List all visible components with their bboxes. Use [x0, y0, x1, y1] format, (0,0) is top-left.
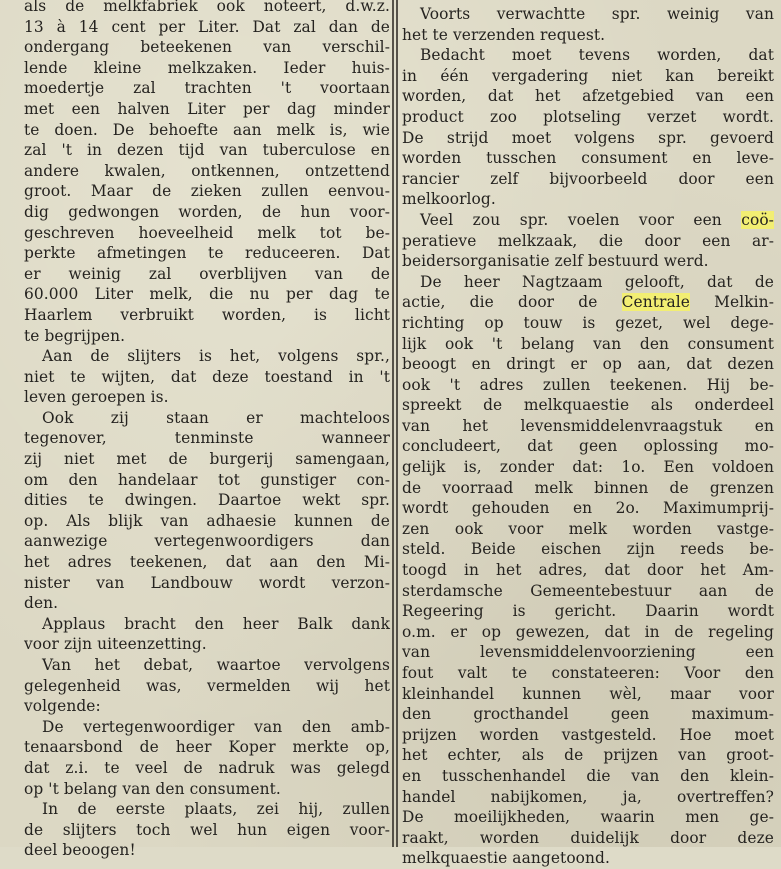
text-line: peratieve melkzaak, die door een ar- [402, 231, 774, 250]
text-line: tegenover, tenminste wanneer [24, 429, 390, 448]
text-line: sterdamsche Gemeentebestuur aan de [402, 581, 774, 600]
text-line: het echter, als de prijzen van groot- [402, 746, 774, 765]
text-line: beoogt en dringt er op aan, dat dezen [402, 355, 774, 374]
text-line: prijzen worden vastgesteld. Hoe moet [402, 725, 774, 744]
text-line: volgende: [24, 697, 101, 716]
text-line: ondergang beteekenen van verschil- [24, 38, 390, 57]
text-line: zij niet met de burgerij samengaan, [24, 450, 390, 469]
text-line: het adres teekenen, dat aan den Mi- [24, 553, 390, 572]
text-line: geschreven hoeveelheid melk tot be- [24, 223, 390, 242]
right-column [402, 0, 774, 869]
text-line: actie, die door de Centrale Melkin- [402, 293, 774, 312]
text-line: niet te wijten, dat deze toestand in 't [24, 367, 390, 386]
text-line: Veel zou spr. voelen voor een coö- [420, 210, 774, 229]
text-line: concludeert, dat geen oplossing mo- [402, 437, 774, 456]
text-line: kleinhandel kunnen wèl, maar voor [402, 684, 774, 703]
text-line: gelegenheid was, vermelden wij het [24, 676, 390, 695]
text-line: De vertegenwoordiger van den amb- [42, 717, 390, 736]
text-line: 60.000 Liter melk, die nu per dag te [24, 285, 390, 304]
text-line: product zoo plotseling verzet wordt. [402, 107, 774, 126]
text-line: te doen. De behoefte aan melk is, wie [24, 120, 390, 139]
text-line: melkquaestie aangetoond. [402, 849, 611, 868]
text-line: ook 't adres zullen teekenen. Hij be- [402, 375, 774, 394]
text-line: andere kwalen, ontkennen, ontzettend [24, 161, 390, 180]
text-line: voor zijn uiteenzetting. [24, 635, 207, 654]
text-line: wordt gehouden en 2o. Maximumprij- [402, 499, 774, 518]
text-line: melkoorlog. [402, 190, 496, 209]
text-line: Ook zij staan er machteloos [42, 408, 390, 427]
text-line: de voorraad melk binnen de grenzen [402, 478, 774, 497]
text-line: nister van Landbouw wordt verzon- [24, 573, 390, 592]
text-line: Applaus bracht den heer Balk dank [42, 614, 390, 633]
text-line: dat z.i. te veel de nadruk was gelegd [24, 758, 390, 777]
text-line: groot. Maar de zieken zullen eenvou- [24, 182, 390, 201]
text-line: Haarlem verbruikt worden, is licht [24, 305, 390, 324]
text-line: richting op touw is gezet, wel dege- [402, 313, 774, 332]
text-line: van het levensmiddelenvraagstuk en [402, 416, 774, 435]
text-line: steld. Beide eischen zijn reeds be- [402, 540, 774, 559]
text-line: worden tusschen consument en leve- [402, 149, 774, 168]
column-rule [392, 0, 394, 847]
text-line: perkte afmetingen te reduceeren. Dat [24, 244, 390, 263]
text-line: fout valt te constateeren: Voor den [402, 664, 774, 682]
text-line: Bedacht moet tevens worden, dat [420, 46, 774, 65]
text-line: aanwezige vertegenwoordigers dan [24, 532, 390, 551]
text-line: op 't belang van den consument. [24, 779, 281, 798]
text-line: worden, dat het afzetgebied van een [402, 87, 774, 106]
text-line: o.m. er op gewezen, dat in de regeling [402, 622, 774, 641]
text-line: toogd in het adres, dat door het Am- [402, 561, 774, 580]
highlighted-word: coö- [741, 210, 774, 229]
text-line: in één vergadering niet kan bereikt [402, 66, 774, 85]
text-line: er weinig zal overblijven van de [24, 264, 390, 283]
text-line: lende kleine melkzaken. Ieder huis- [24, 58, 390, 77]
text-line: Regeering is gericht. Daarin wordt [402, 602, 774, 621]
text-line: dig gedwongen worden, de hun voor- [24, 202, 390, 221]
text-line: deel beoogen! [24, 841, 136, 860]
text-line: het te verzenden request. [402, 25, 606, 44]
text-line: dities te dwingen. Daartoe wekt spr. [24, 491, 390, 510]
text-line: leven geroepen is. [24, 388, 169, 407]
text-line: spreekt de melkquaestie als onderdeel [402, 396, 774, 415]
text-line: De moeilijkheden, waarin men ge- [402, 808, 774, 827]
text-line: gelijk is, zonder dat: 1o. Een voldoen [402, 458, 774, 477]
text-line: handel nabijkomen, ja, overtreffen? [402, 787, 774, 806]
text-line: Voorts verwachtte spr. weinig van [420, 5, 774, 23]
text-line: op. Als blijk van adhaesie kunnen de [24, 511, 390, 530]
text-line: als de melkfabriek ook noteert, d.w.z. [24, 0, 390, 15]
text-line: zen ook voor melk worden vastge- [402, 519, 774, 538]
text-line: De strijd moet volgens spr. gevoerd [402, 128, 774, 147]
text-line: Van het debat, waartoe vervolgens [42, 656, 390, 674]
text-line: lijk ook 't belang van den consument [402, 334, 774, 353]
left-column [6, 0, 390, 861]
text-line: den grocthandel geen maximum- [402, 705, 774, 724]
text-line: In de eerste plaats, zei hij, zullen [42, 800, 390, 819]
highlighted-word: Centrale [621, 293, 690, 312]
text-line: met een halven Liter per dag minder [24, 99, 390, 118]
text-line: raakt, worden duidelijk door deze [402, 828, 774, 847]
column-rule [396, 0, 398, 847]
text-line: Aan de slijters is het, volgens spr., [42, 347, 390, 366]
text-line: te begrijpen. [24, 326, 126, 345]
text-line: den. [24, 594, 59, 613]
text-line: om den handelaar tot gunstiger con- [24, 470, 390, 489]
text-line: beidersorganisatie zelf bestuurd werd. [402, 252, 709, 271]
text-line: en tusschenhandel die van den klein- [402, 766, 774, 785]
text-line: van levensmiddelenvoorziening een [402, 643, 774, 662]
text-line: 13 à 14 cent per Liter. Dat zal dan de [24, 17, 390, 36]
text-line: de slijters toch wel hun eigen voor- [24, 820, 390, 839]
text-line: De heer Nagtzaam gelooft, dat de [420, 272, 774, 291]
text-line: rancier zelf bijvoorbeeld door een [402, 169, 774, 188]
text-line: zal 't in dezen tijd van tuberculose en [24, 141, 390, 160]
text-line: tenaarsbond de heer Koper merkte op, [24, 738, 390, 757]
text-line: moedertje zal trachten 't voortaan [24, 79, 390, 98]
